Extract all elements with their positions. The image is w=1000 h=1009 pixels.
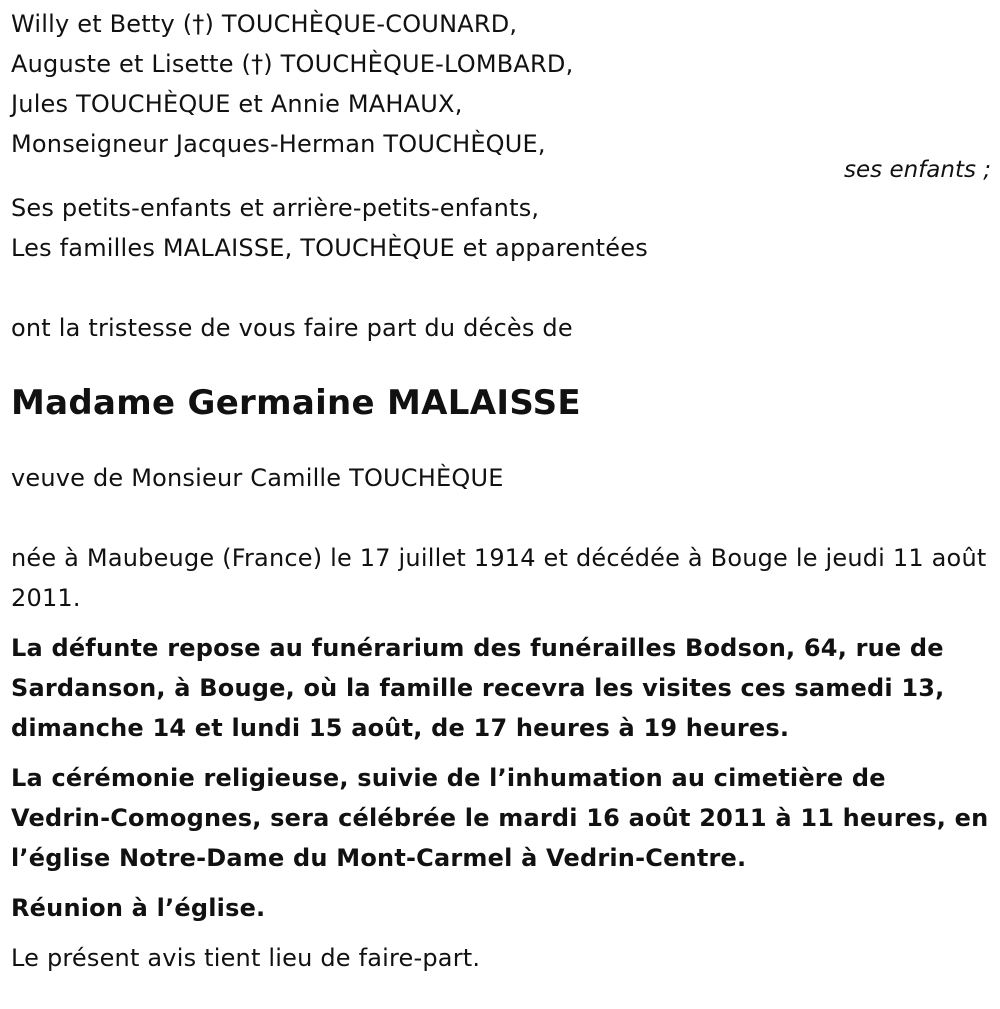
deceased-name: Madame Germaine MALAISSE <box>11 383 581 423</box>
relatives-line-1: Ses petits-enfants et arrière-petits-enfants, <box>11 194 540 222</box>
family-children-block <box>11 4 991 164</box>
visitation-paragraph: La défunte repose au funérarium des funérailles Bodson, 64, rue de Sardanson, à Bouge, où la famille recevra les visites ces samedi 13, dimanche 14 et lundi 15 août, de 17 heures à 19 heures. <box>11 634 945 742</box>
family-line-1: Willy et Betty (†) TOUCHÈQUE-COUNARD, <box>11 10 518 38</box>
gathering-line: Réunion à l’église. <box>11 894 266 922</box>
birth-death-line: née à Maubeuge (France) le 17 juillet 1914 et décédée à Bouge le jeudi 11 août 2011. <box>11 544 987 612</box>
obituary-notice <box>11 0 991 978</box>
spouse-line: veuve de Monsieur Camille TOUCHÈQUE <box>11 464 504 492</box>
family-line-2: Auguste et Lisette (†) TOUCHÈQUE-LOMBARD, <box>11 50 574 78</box>
notice-line: Le présent avis tient lieu de faire-part. <box>11 944 481 972</box>
family-line-3: Jules TOUCHÈQUE et Annie MAHAUX, <box>11 90 463 118</box>
relatives-line-2: Les familles MALAISSE, TOUCHÈQUE et apparentées <box>11 234 648 262</box>
family-line-4: Monseigneur Jacques-Herman TOUCHÈQUE, <box>11 130 546 158</box>
ceremony-paragraph: La cérémonie religieuse, suivie de l’inhumation au cimetière de Vedrin-Comognes, sera célébrée le mardi 16 août 2011 à 11 heures, en l’église Notre-Dame du Mont-Carmel à Vedrin-Centre. <box>11 764 989 872</box>
children-role-label: ses enfants ; <box>844 157 991 183</box>
relatives-block <box>11 188 991 268</box>
announcement-text: ont la tristesse de vous faire part du décès de <box>11 314 573 342</box>
